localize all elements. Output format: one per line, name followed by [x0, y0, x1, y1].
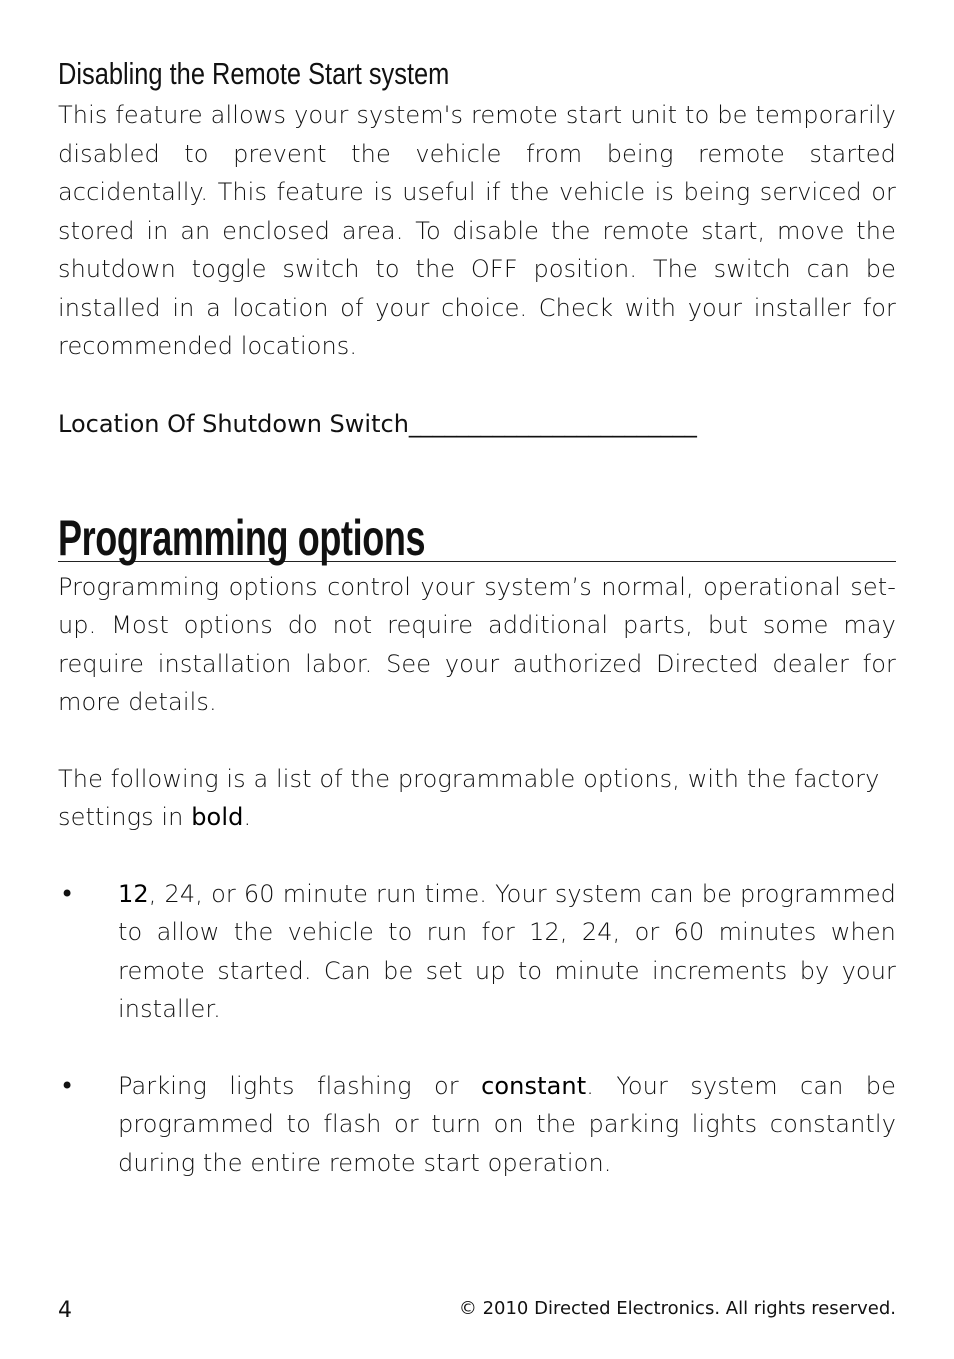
location-label: Location Of Shutdown Switch [58, 409, 409, 438]
bullet-icon: • [60, 879, 75, 908]
shutdown-switch-location-line [58, 405, 896, 443]
bullet-icon: • [60, 1071, 75, 1100]
list-intro-text: The following is a list of the programmable options, with the factory settings in [58, 764, 880, 831]
default-value: 12 [118, 879, 149, 908]
list-intro-period: . [243, 803, 252, 831]
list-item [58, 1067, 896, 1183]
section-heading-disabling: Disabling the Remote Start system [58, 56, 450, 91]
page-number: 4 [58, 1298, 72, 1323]
bullet-text-parking-lights [118, 1067, 896, 1183]
list-item [58, 875, 896, 1029]
location-blank: ________________________ [408, 409, 697, 438]
bullet-body: . Your system can be programmed to flash or turn on the parking lights constantly during the entire remote start operation. [118, 1071, 896, 1177]
disabling-paragraph: This feature allows your system's remote start unit to be temporarily disabled to prevent the vehicle from being remote started accidentally. This feature is useful if the vehicle is being serviced or stored in an enclosed area. To disable the remote start, move the shutdown toggle switch to the OFF position. The switch can be installed in a location of your choice. Check with your installer for recommended locations. [58, 101, 896, 360]
bold-word: bold [191, 803, 244, 831]
programming-intro-paragraph: Programming options control your system’s normal, operational set-up. Most options do not require additional parts, but some may require installation labor. See your authorized Directed dealer for more details. [58, 572, 896, 716]
bullet-text-run-time [118, 875, 896, 1029]
bullet-body: , 24, or 60 minute run time. Your system can be programmed to allow the vehicle to run for 12, 24, or 60 minutes when remote started. Can be set up to minute increments by your installer. [118, 879, 896, 1023]
page-content [58, 52, 896, 1182]
bullet-prefix: Parking lights flashing or [118, 1071, 482, 1100]
programming-heading-rule [58, 503, 896, 566]
page-title: Programming options [58, 509, 426, 566]
copyright-notice: © 2010 Directed Electronics. All rights reserved. [458, 1298, 896, 1319]
default-value: constant [481, 1071, 587, 1100]
list-intro-paragraph [58, 760, 896, 837]
